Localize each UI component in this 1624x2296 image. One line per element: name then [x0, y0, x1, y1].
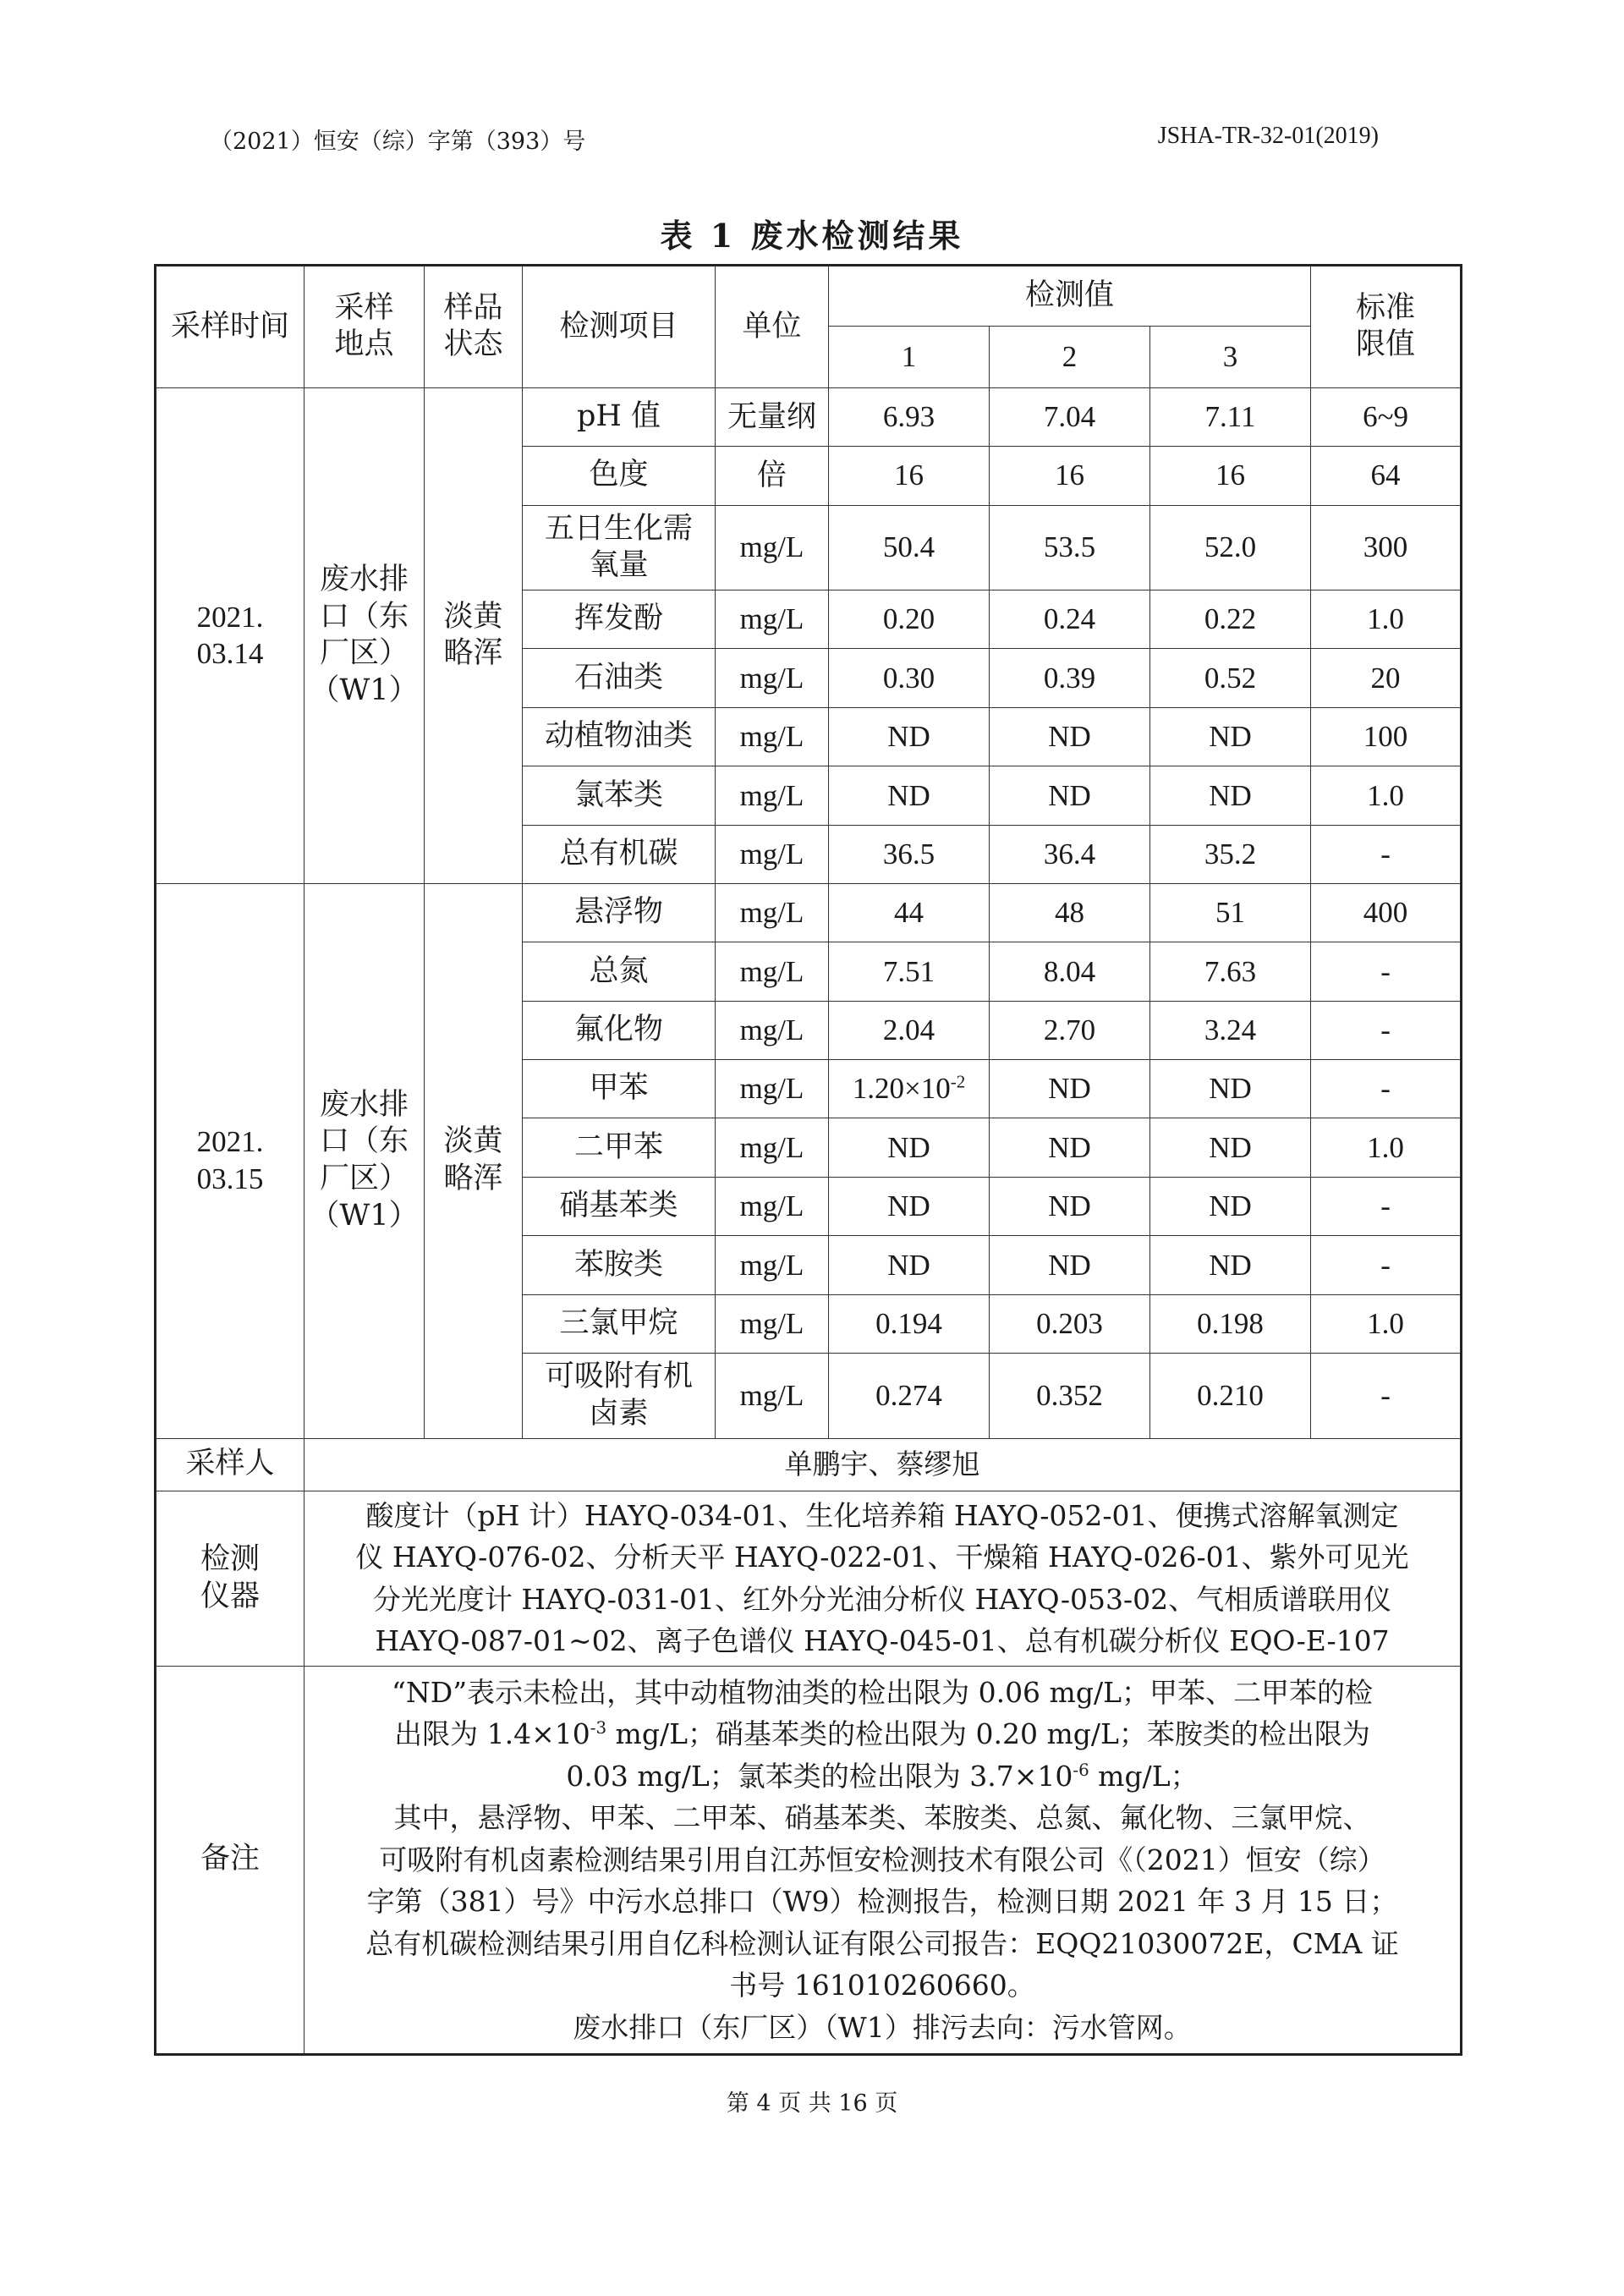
test-item: 悬浮物: [523, 883, 716, 942]
value-2: 8.04: [990, 942, 1150, 1001]
test-item: 总有机碳: [523, 825, 716, 883]
test-item: pH 值: [523, 387, 716, 446]
test-item: 硝基苯类: [523, 1177, 716, 1235]
value-1: 0.30: [829, 649, 990, 707]
unit: mg/L: [716, 766, 829, 825]
unit: mg/L: [716, 1236, 829, 1294]
standard-limit: 300: [1311, 505, 1462, 590]
standard-limit: 400: [1311, 883, 1462, 942]
remarks-row: [156, 1666, 1462, 2054]
value-2: 0.203: [990, 1294, 1150, 1353]
value-3: 0.210: [1150, 1353, 1311, 1438]
sampler-row: [156, 1438, 1462, 1491]
standard-limit: -: [1311, 1060, 1462, 1118]
remarks-label: 备注: [156, 1666, 304, 2054]
test-item: 甲苯: [523, 1060, 716, 1118]
test-item: 氯苯类: [523, 766, 716, 825]
instruments-line: 分光光度计 HAYQ-031-01、红外分光油分析仪 HAYQ-053-02、气相质谱联用仪: [372, 1582, 1392, 1616]
instruments-label: 检测 仪器: [156, 1491, 304, 1666]
sample-state: 淡黄 略浑: [425, 387, 523, 883]
unit: mg/L: [716, 825, 829, 883]
value-2: ND: [990, 1236, 1150, 1294]
unit: mg/L: [716, 1294, 829, 1353]
sample-state: 淡黄 略浑: [425, 883, 523, 1438]
value-1: 7.51: [829, 942, 990, 1001]
col-unit: 单位: [716, 266, 829, 388]
unit: mg/L: [716, 883, 829, 942]
remarks-line: 字第（381）号》中污水总排口（W9）检测报告，检测日期 2021 年 3 月 15 日；: [366, 1885, 1398, 1919]
unit: mg/L: [716, 942, 829, 1001]
table-title: 表 1 废水检测结果: [660, 217, 964, 255]
remarks-line: 其中，悬浮物、甲苯、二甲苯、硝基苯类、苯胺类、总氮、氟化物、三氯甲烷、: [393, 1801, 1371, 1835]
value-1: $1.20\times 10^{-2}$: [829, 1060, 990, 1118]
test-item: 石油类: [523, 649, 716, 707]
instruments-text: [304, 1491, 1462, 1666]
standard-limit: 1.0: [1311, 1294, 1462, 1353]
col-test-item: 检测项目: [523, 266, 716, 388]
test-item: 可吸附有机 卤素: [523, 1353, 716, 1438]
sampler-label: 采样人: [156, 1438, 304, 1491]
value-1: 44: [829, 883, 990, 942]
value-2: ND: [990, 766, 1150, 825]
unit: mg/L: [716, 590, 829, 649]
value-3: ND: [1150, 707, 1311, 766]
value-2: 7.04: [990, 387, 1150, 446]
unit: mg/L: [716, 505, 829, 590]
standard-limit: -: [1311, 1177, 1462, 1235]
standard-limit: 1.0: [1311, 590, 1462, 649]
instruments-line: 仪 HAYQ-076-02、分析天平 HAYQ-022-01、干燥箱 HAYQ-026-01、紫外可见光: [355, 1541, 1409, 1574]
value-2: ND: [990, 1060, 1150, 1118]
test-item: 总氮: [523, 942, 716, 1001]
test-item: 色度: [523, 447, 716, 505]
value-2: 53.5: [990, 505, 1150, 590]
value-1: 6.93: [829, 387, 990, 446]
standard-limit: 6~9: [1311, 387, 1462, 446]
value-1: ND: [829, 766, 990, 825]
value-3: ND: [1150, 1060, 1311, 1118]
remarks-line: 总有机碳检测结果引用自亿科检测认证有限公司报告：EQQ21030072E，CMA 证: [365, 1926, 1399, 1960]
unit: mg/L: [716, 707, 829, 766]
test-item: 挥发酚: [523, 590, 716, 649]
test-item: 三氯甲烷: [523, 1294, 716, 1353]
value-3: 52.0: [1150, 505, 1311, 590]
test-item: 动植物油类: [523, 707, 716, 766]
report-number: （2021）恒安（综）字第（393）号: [210, 129, 586, 155]
value-2: 0.24: [990, 590, 1150, 649]
col-sampling-site: 采样 地点: [304, 266, 425, 388]
value-3: ND: [1150, 1177, 1311, 1235]
remarks-line: 书号 161010260660。: [729, 1969, 1035, 2002]
sampling-site: 废水排 口（东 厂区） （W1）: [304, 883, 425, 1438]
standard-limit: -: [1311, 1236, 1462, 1294]
value-3: 16: [1150, 447, 1311, 505]
value-2: 2.70: [990, 1001, 1150, 1059]
value-3: ND: [1150, 766, 1311, 825]
col-test-values: 检测值: [829, 266, 1311, 327]
test-item: 苯胺类: [523, 1236, 716, 1294]
header-row: [156, 266, 1462, 327]
value-2: ND: [990, 1118, 1150, 1177]
value-2: ND: [990, 707, 1150, 766]
col-standard-limit: 标准 限值: [1311, 266, 1462, 388]
table-row: [156, 883, 1462, 942]
standard-limit: 100: [1311, 707, 1462, 766]
standard-limit: 64: [1311, 447, 1462, 505]
value-1: 0.274: [829, 1353, 990, 1438]
value-3: 0.22: [1150, 590, 1311, 649]
remarks-line: 可吸附有机卤素检测结果引用自江苏恒安检测技术有限公司《（2021）恒安（综）: [379, 1843, 1385, 1876]
col-value-1: 1: [829, 327, 990, 387]
value-3: 0.198: [1150, 1294, 1311, 1353]
value-1: 16: [829, 447, 990, 505]
value-3: ND: [1150, 1236, 1311, 1294]
col-value-2: 2: [990, 327, 1150, 387]
test-item: 氟化物: [523, 1001, 716, 1059]
value-1: ND: [829, 1177, 990, 1235]
standard-limit: -: [1311, 825, 1462, 883]
value-3: 51: [1150, 883, 1311, 942]
instruments-line: 酸度计（pH 计）HAYQ-034-01、生化培养箱 HAYQ-052-01、便携式溶解氧测定: [365, 1498, 1399, 1532]
document-code: JSHA-TR-32-01(2019): [1157, 123, 1379, 149]
unit: mg/L: [716, 1118, 829, 1177]
value-3: 7.63: [1150, 942, 1311, 1001]
standard-limit: -: [1311, 1001, 1462, 1059]
value-3: 3.24: [1150, 1001, 1311, 1059]
unit: mg/L: [716, 1353, 829, 1438]
sampling-date: 2021. 03.15: [156, 883, 304, 1438]
unit: mg/L: [716, 1177, 829, 1235]
standard-limit: 1.0: [1311, 766, 1462, 825]
value-2: 0.352: [990, 1353, 1150, 1438]
value-2: 36.4: [990, 825, 1150, 883]
value-1: ND: [829, 707, 990, 766]
remarks-line: 出限为 $1.4\times 10^{-3}$ mg/L；硝基苯类的检出限为 0.20 mg/L；苯胺类的检出限为: [394, 1717, 1370, 1751]
standard-limit: 1.0: [1311, 1118, 1462, 1177]
value-1: 2.04: [829, 1001, 990, 1059]
value-3: ND: [1150, 1118, 1311, 1177]
test-item: 五日生化需 氧量: [523, 505, 716, 590]
standard-limit: 20: [1311, 649, 1462, 707]
value-1: 0.194: [829, 1294, 990, 1353]
value-2: 0.39: [990, 649, 1150, 707]
col-sampling-time: 采样时间: [156, 266, 304, 388]
sampling-site: 废水排 口（东 厂区） （W1）: [304, 387, 425, 883]
value-3: 7.11: [1150, 387, 1311, 446]
instruments-row: [156, 1491, 1462, 1666]
value-1: 0.20: [829, 590, 990, 649]
value-1: 50.4: [829, 505, 990, 590]
value-2: 16: [990, 447, 1150, 505]
value-1: 36.5: [829, 825, 990, 883]
value-3: 0.52: [1150, 649, 1311, 707]
standard-limit: -: [1311, 942, 1462, 1001]
col-sample-state: 样品 状态: [425, 266, 523, 388]
col-value-3: 3: [1150, 327, 1311, 387]
sampling-date: 2021. 03.14: [156, 387, 304, 883]
sampler-value: 单鹏宇、蔡缪旭: [304, 1438, 1462, 1491]
value-1: ND: [829, 1236, 990, 1294]
page-footer: 第 4 页 共 16 页: [726, 2090, 898, 2117]
value-2: 48: [990, 883, 1150, 942]
value-3: 35.2: [1150, 825, 1311, 883]
remarks-text: [304, 1666, 1462, 2054]
unit: 无量纲: [716, 387, 829, 446]
value-2: ND: [990, 1177, 1150, 1235]
standard-limit: -: [1311, 1353, 1462, 1438]
table-row: [156, 387, 1462, 446]
value-1: ND: [829, 1118, 990, 1177]
instruments-line: HAYQ-087-01~02、离子色谱仪 HAYQ-045-01、总有机碳分析仪 EQO-E-107: [375, 1624, 1390, 1658]
remarks-line: 0.03 mg/L；氯苯类的检出限为 $3.7\times 10^{-6}$ mg/L；: [566, 1759, 1199, 1793]
unit: mg/L: [716, 649, 829, 707]
unit: mg/L: [716, 1001, 829, 1059]
remarks-line: “ND”表示未检出，其中动植物油类的检出限为 0.06 mg/L；甲苯、二甲苯的检: [392, 1675, 1373, 1709]
wastewater-results-table: [154, 264, 1462, 2056]
test-item: 二甲苯: [523, 1118, 716, 1177]
unit: 倍: [716, 447, 829, 505]
unit: mg/L: [716, 1060, 829, 1118]
remarks-line: 废水排口（东厂区）（W1）排污去向：污水管网。: [573, 2010, 1192, 2044]
